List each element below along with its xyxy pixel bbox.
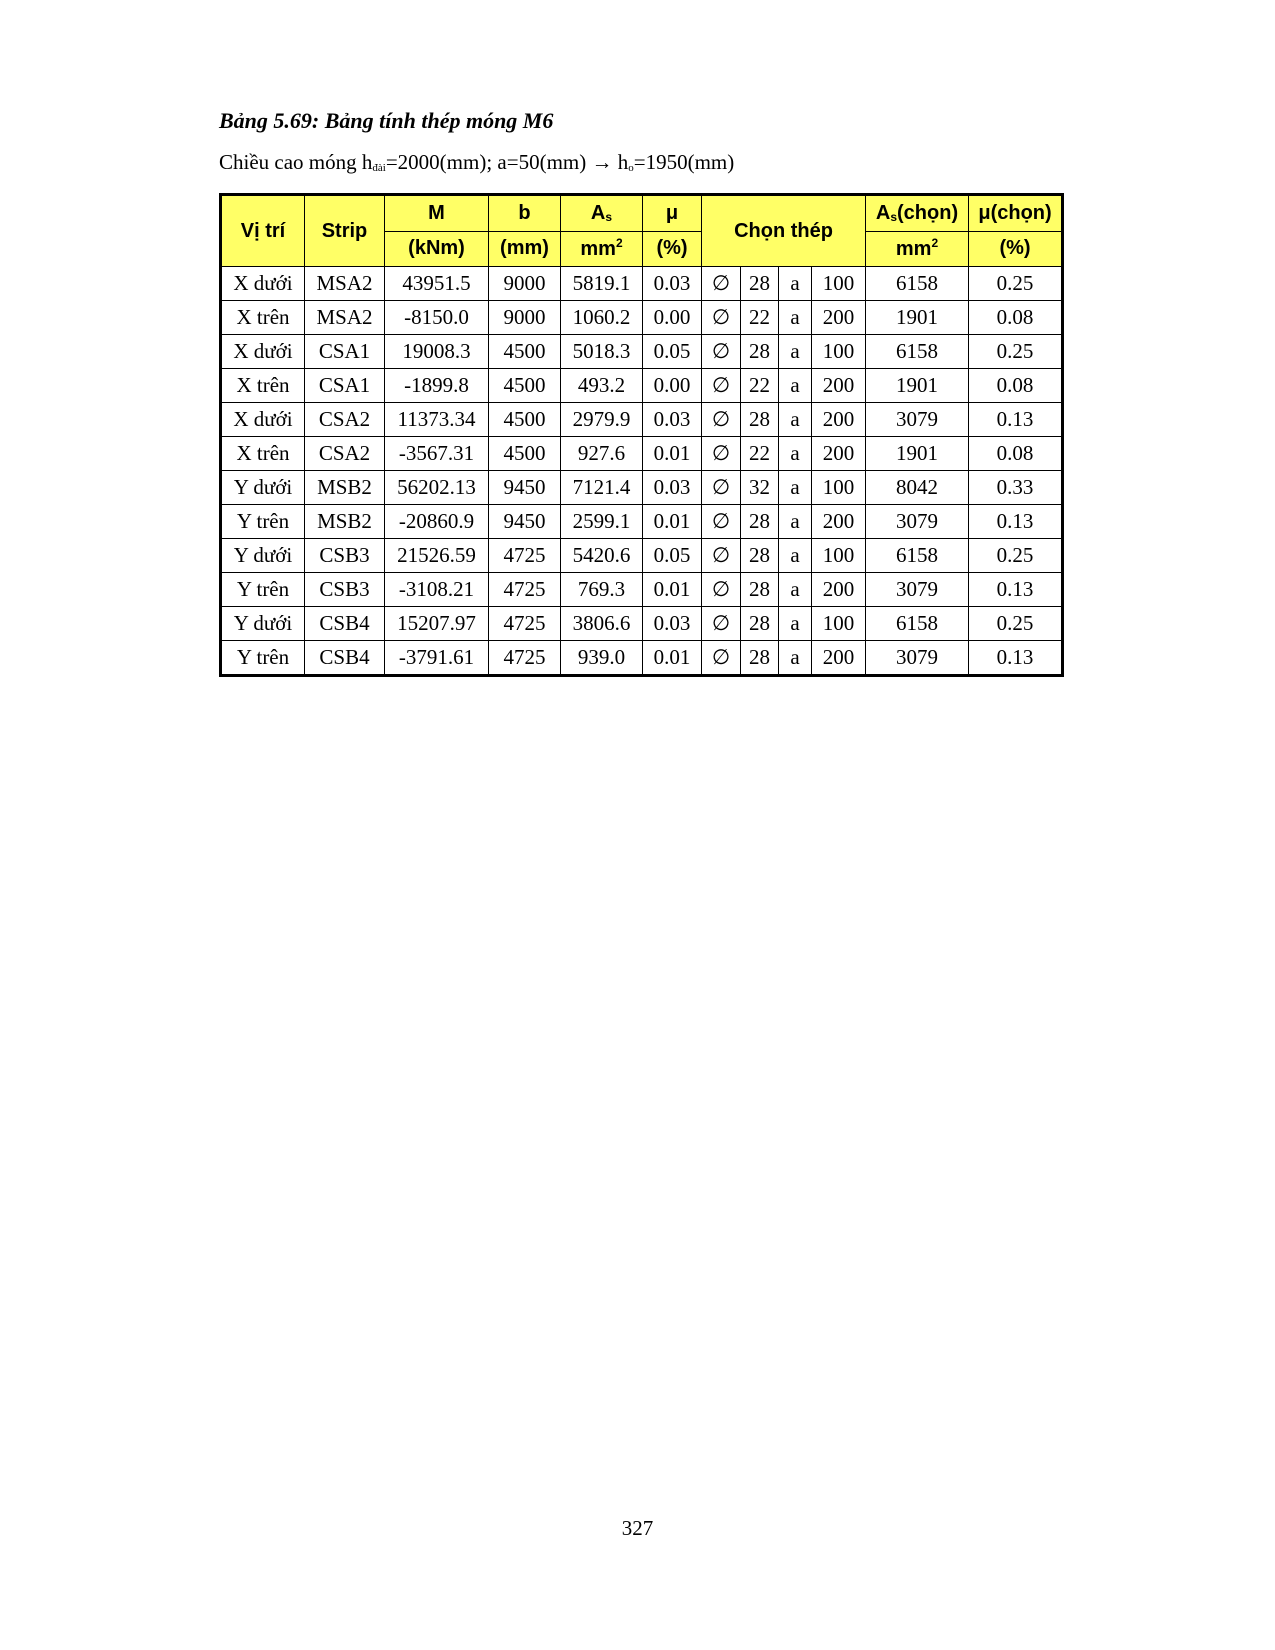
cell-vitri: Y dưới [221,607,305,641]
cell-strip: CSA2 [305,437,385,471]
cell-muchon: 0.25 [969,607,1063,641]
cell-mu: 0.00 [643,301,702,335]
cell-as: 5420.6 [561,539,643,573]
cell-b: 9450 [489,505,561,539]
cell-aschon: 6158 [866,267,969,301]
cell-strip: CSB4 [305,607,385,641]
diameter-icon: ∅ [702,505,741,539]
diameter-icon: ∅ [702,301,741,335]
subline-sub-dai: đài [372,162,386,174]
arrow-icon: → [591,150,613,174]
table-row [221,607,1063,641]
cell-a: a [779,335,812,369]
cell-strip: MSA2 [305,301,385,335]
table-caption: Bảng 5.69: Bảng tính thép móng M6 [219,108,554,133]
header-mu: μ [643,195,702,232]
header-b: b [489,195,561,232]
subline-sub-o: o [628,162,634,174]
cell-as: 2599.1 [561,505,643,539]
cell-b: 4500 [489,369,561,403]
subline-suffix: =1950(mm) [633,150,735,174]
cell-vitri: X dưới [221,335,305,369]
cell-muchon: 0.13 [969,641,1063,676]
cell-m: 56202.13 [385,471,489,505]
cell-strip: CSB3 [305,573,385,607]
header-m-unit: (kNm) [385,231,489,266]
cell-m: -3108.21 [385,573,489,607]
cell-spacing: 200 [812,505,866,539]
cell-mu: 0.05 [643,335,702,369]
header-aschon-unit [866,231,969,266]
cell-vitri: Y dưới [221,539,305,573]
cell-a: a [779,573,812,607]
table-row [221,471,1063,505]
header-aschon-sub: s [890,209,898,224]
cell-as: 927.6 [561,437,643,471]
header-m: M [385,195,489,232]
cell-b: 4500 [489,437,561,471]
diameter-icon: ∅ [702,539,741,573]
cell-m: 15207.97 [385,607,489,641]
cell-as: 3806.6 [561,607,643,641]
cell-bar-diameter: 28 [741,267,779,301]
cell-m: -3567.31 [385,437,489,471]
cell-strip: CSA1 [305,369,385,403]
cell-b: 4500 [489,335,561,369]
cell-spacing: 200 [812,641,866,676]
cell-spacing: 200 [812,573,866,607]
header-as-unit-text: mm [580,238,616,261]
cell-aschon: 6158 [866,607,969,641]
header-muchon-unit: (%) [969,231,1063,266]
cell-b: 4725 [489,641,561,676]
cell-aschon: 1901 [866,301,969,335]
cell-as: 1060.2 [561,301,643,335]
cell-a: a [779,505,812,539]
header-vitri: Vị trí [221,195,305,267]
header-aschon [866,195,969,232]
cell-vitri: X dưới [221,267,305,301]
diameter-icon: ∅ [702,369,741,403]
cell-bar-diameter: 28 [741,403,779,437]
cell-bar-diameter: 22 [741,301,779,335]
cell-bar-diameter: 28 [741,505,779,539]
cell-m: -8150.0 [385,301,489,335]
cell-strip: MSB2 [305,505,385,539]
table-row [221,573,1063,607]
cell-mu: 0.05 [643,539,702,573]
cell-mu: 0.01 [643,573,702,607]
cell-a: a [779,641,812,676]
cell-spacing: 200 [812,437,866,471]
cell-a: a [779,437,812,471]
cell-bar-diameter: 28 [741,335,779,369]
cell-b: 9000 [489,301,561,335]
cell-vitri: Y trên [221,641,305,676]
cell-b: 4725 [489,573,561,607]
diameter-icon: ∅ [702,437,741,471]
cell-m: 19008.3 [385,335,489,369]
header-muchon: μ(chọn) [969,195,1063,232]
cell-spacing: 200 [812,301,866,335]
cell-bar-diameter: 28 [741,641,779,676]
cell-vitri: X dưới [221,403,305,437]
cell-spacing: 100 [812,471,866,505]
cell-aschon: 3079 [866,403,969,437]
cell-as: 7121.4 [561,471,643,505]
cell-m: -20860.9 [385,505,489,539]
cell-spacing: 200 [812,403,866,437]
cell-aschon: 8042 [866,471,969,505]
cell-spacing: 200 [812,369,866,403]
cell-strip: CSB4 [305,641,385,676]
cell-vitri: X trên [221,369,305,403]
table-row [221,641,1063,676]
diameter-icon: ∅ [702,335,741,369]
cell-vitri: Y dưới [221,471,305,505]
cell-muchon: 0.13 [969,403,1063,437]
cell-strip: CSB3 [305,539,385,573]
header-aschon-unit-sup: 2 [931,236,939,251]
cell-a: a [779,369,812,403]
cell-aschon: 3079 [866,641,969,676]
header-aschon-rest: (chọn) [897,201,959,224]
cell-bar-diameter: 28 [741,573,779,607]
cell-b: 4725 [489,607,561,641]
cell-muchon: 0.13 [969,505,1063,539]
header-as-letter: A [590,201,606,224]
diameter-icon: ∅ [702,573,741,607]
table-row [221,539,1063,573]
table-row [221,437,1063,471]
cell-aschon: 6158 [866,539,969,573]
table-row [221,335,1063,369]
diameter-icon: ∅ [702,267,741,301]
cell-a: a [779,539,812,573]
table-body [221,267,1063,676]
cell-muchon: 0.08 [969,301,1063,335]
page-number: 327 [621,1516,654,1540]
cell-as: 769.3 [561,573,643,607]
cell-vitri: Y trên [221,573,305,607]
cell-mu: 0.00 [643,369,702,403]
cell-vitri: X trên [221,437,305,471]
cell-aschon: 3079 [866,573,969,607]
header-row-1 [221,195,1063,232]
header-aschon-letter: A [875,201,891,224]
cell-a: a [779,301,812,335]
cell-b: 9000 [489,267,561,301]
cell-muchon: 0.25 [969,539,1063,573]
header-strip: Strip [305,195,385,267]
cell-strip: CSA1 [305,335,385,369]
header-chon-thep: Chọn thép [702,195,866,267]
cell-m: -3791.61 [385,641,489,676]
cell-muchon: 0.25 [969,335,1063,369]
cell-vitri: Y trên [221,505,305,539]
diameter-icon: ∅ [702,403,741,437]
cell-spacing: 100 [812,607,866,641]
cell-b: 4500 [489,403,561,437]
cell-mu: 0.01 [643,505,702,539]
header-as [561,195,643,232]
cell-a: a [779,403,812,437]
cell-mu: 0.03 [643,403,702,437]
table-row [221,505,1063,539]
header-as-sub: s [605,209,613,224]
header-b-unit: (mm) [489,231,561,266]
cell-vitri: X trên [221,301,305,335]
cell-spacing: 100 [812,267,866,301]
cell-aschon: 1901 [866,369,969,403]
cell-strip: MSB2 [305,471,385,505]
cell-spacing: 100 [812,539,866,573]
foundation-height-line [219,150,734,175]
cell-aschon: 6158 [866,335,969,369]
cell-aschon: 3079 [866,505,969,539]
cell-m: 43951.5 [385,267,489,301]
cell-mu: 0.01 [643,437,702,471]
cell-m: -1899.8 [385,369,489,403]
cell-b: 9450 [489,471,561,505]
subline-mid: =2000(mm); a=50(mm) [385,150,592,174]
cell-m: 21526.59 [385,539,489,573]
cell-bar-diameter: 32 [741,471,779,505]
cell-as: 2979.9 [561,403,643,437]
header-as-unit [561,231,643,266]
diameter-icon: ∅ [702,607,741,641]
cell-mu: 0.03 [643,267,702,301]
table-row [221,301,1063,335]
table-row [221,369,1063,403]
header-mu-unit: (%) [643,231,702,266]
cell-as: 5018.3 [561,335,643,369]
cell-mu: 0.03 [643,607,702,641]
subline-h: h [612,150,629,174]
cell-b: 4725 [489,539,561,573]
table-row [221,267,1063,301]
cell-a: a [779,471,812,505]
steel-calculation-table [219,193,1064,677]
cell-bar-diameter: 22 [741,369,779,403]
cell-muchon: 0.08 [969,437,1063,471]
cell-bar-diameter: 22 [741,437,779,471]
table-row [221,403,1063,437]
cell-a: a [779,267,812,301]
cell-muchon: 0.13 [969,573,1063,607]
cell-as: 939.0 [561,641,643,676]
cell-muchon: 0.08 [969,369,1063,403]
cell-a: a [779,607,812,641]
cell-m: 11373.34 [385,403,489,437]
cell-muchon: 0.33 [969,471,1063,505]
header-aschon-unit-text: mm [895,238,932,261]
cell-as: 493.2 [561,369,643,403]
cell-mu: 0.01 [643,641,702,676]
header-as-unit-sup: 2 [615,236,623,251]
cell-spacing: 100 [812,335,866,369]
cell-strip: CSA2 [305,403,385,437]
cell-aschon: 1901 [866,437,969,471]
cell-muchon: 0.25 [969,267,1063,301]
subline-prefix: Chiều cao móng h [219,150,373,174]
cell-strip: MSA2 [305,267,385,301]
cell-bar-diameter: 28 [741,539,779,573]
cell-as: 5819.1 [561,267,643,301]
cell-bar-diameter: 28 [741,607,779,641]
cell-mu: 0.03 [643,471,702,505]
diameter-icon: ∅ [702,471,741,505]
diameter-icon: ∅ [702,641,741,676]
